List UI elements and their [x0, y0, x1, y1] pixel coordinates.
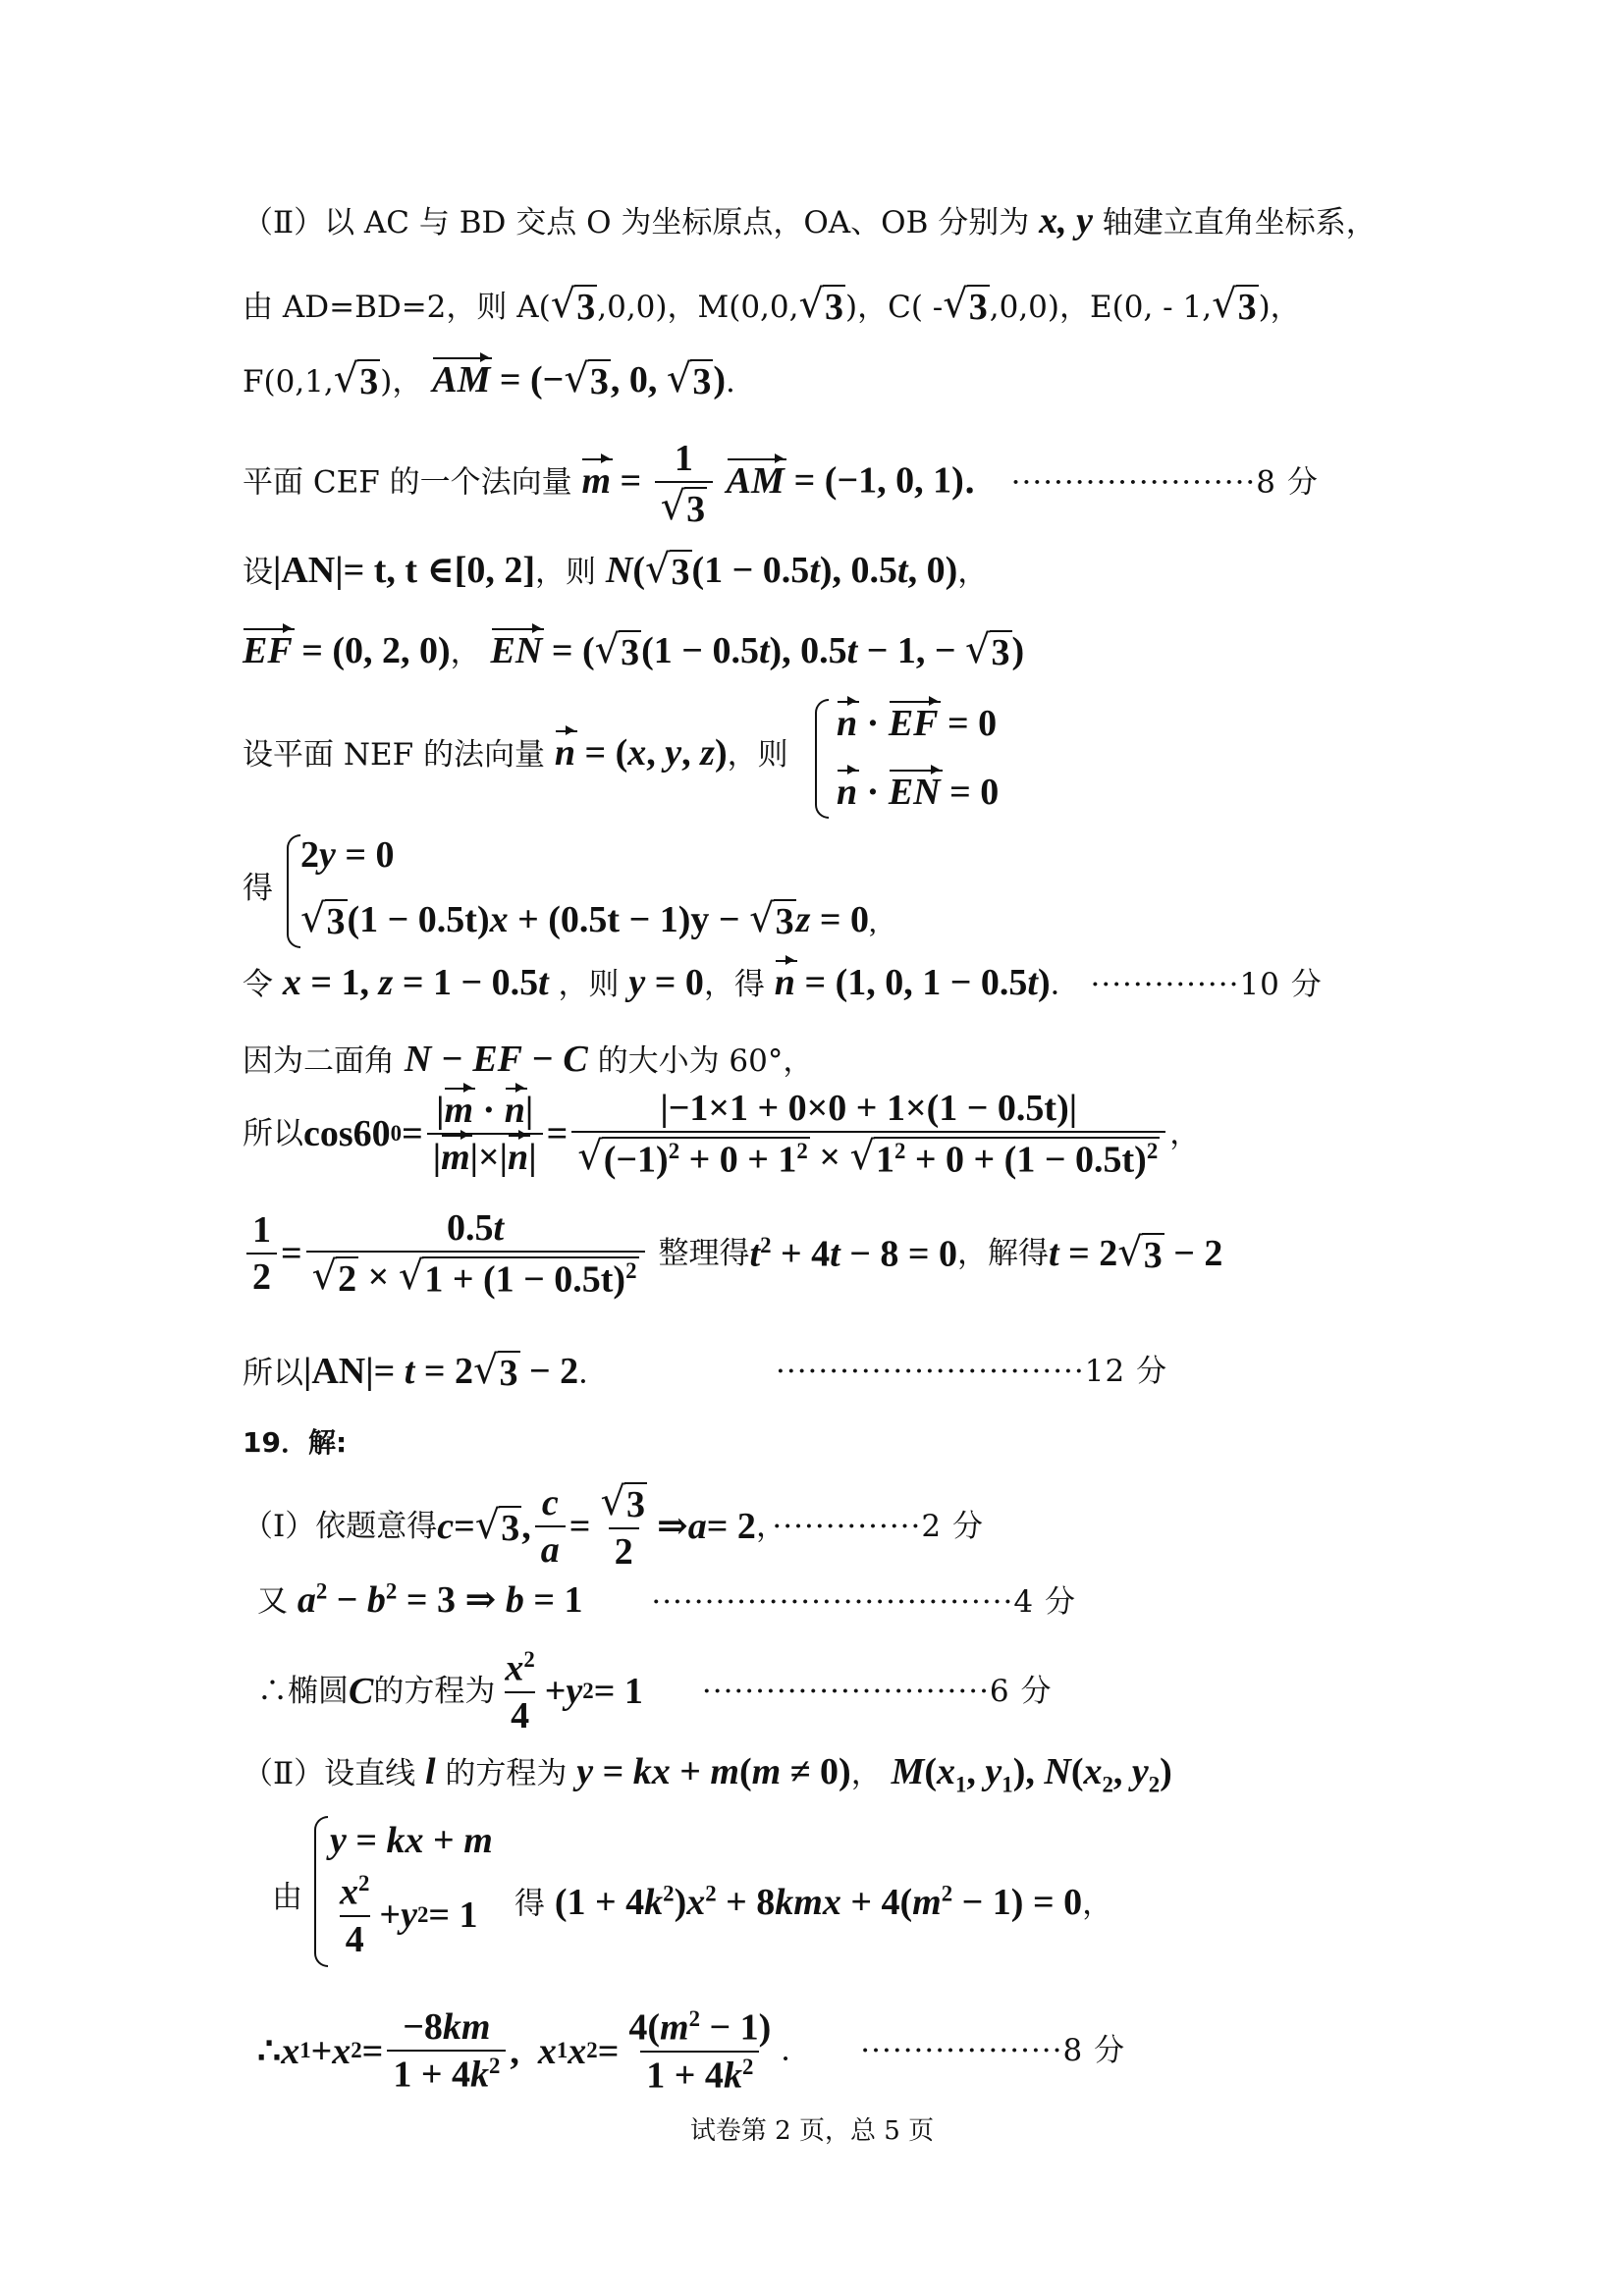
line-7 [243, 734, 788, 772]
text: （Ⅱ）设直线 [243, 1756, 416, 1791]
system-eq-1: 2y = 0 [300, 834, 395, 876]
text: 轴建立直角坐标系， [1102, 205, 1377, 240]
text: ，则 [558, 967, 620, 1002]
score-mark: ···························6 分 [701, 1673, 1053, 1709]
line-1 [243, 202, 1377, 240]
normal-n: n = (x, y, z) [554, 732, 728, 774]
sqrt3: √ 3 [798, 282, 843, 328]
line-11: 所以 cos60 0 = $\frac{|m \cdot n|}{|m|\times|n|}$ = |−1×1 + 0×0 + 1×(1 − 0.5t)| √ $(-1)^2 + 0 + 1^2$ × √ $1^2 + 0 + (1 - 0.5t)^2$ ， [243, 1088, 1201, 1181]
text: 因为二面角 [243, 1043, 395, 1079]
system-line: y = kx + m [330, 1820, 493, 1861]
score-mark: ··············10 分 [1090, 967, 1323, 1002]
text: F(0,1, [243, 364, 334, 400]
half-equation: $\frac{1}{2}$ = 0.5t √ 2 × √ $1 + (1 - 0.5t)^2$ [243, 1209, 649, 1299]
text: 所以 [243, 1115, 303, 1151]
line-16 [257, 1580, 1076, 1619]
score-mark: ，··············2 分 [755, 1508, 984, 1544]
text: 平面 CEF 的一个法向量 [243, 464, 572, 501]
math-an: |AN|= t, t ∈[0, 2] [273, 550, 536, 591]
line-12 [243, 1209, 1222, 1299]
text: ，则 [535, 555, 597, 590]
text: 的方程为 [373, 1673, 496, 1709]
normal-m: m = 1 √ 3 AM [581, 438, 785, 530]
line-13 [243, 1348, 610, 1394]
vector-am-eq: AM = (− √ 3 , 0, √ 3 ) [432, 356, 726, 402]
sqrt3: √ 3 [943, 282, 988, 328]
sqrt3: √ 3 [333, 356, 379, 402]
answer-an: |AN|= t = 2 √ 3 − 2 [303, 1348, 579, 1394]
system-2: n · EN = 0 [837, 772, 1000, 813]
math-y0: y = 0 [628, 962, 704, 1003]
line-8 [243, 871, 273, 906]
system-brace [314, 1816, 328, 1967]
ellipse-c: C [349, 1671, 374, 1713]
line-9 [243, 964, 1323, 1001]
text: 设平面 NEF 的法向量 [243, 737, 545, 773]
text: ，则 [727, 737, 788, 773]
sqrt3: √ 3 [550, 282, 596, 328]
vector-en: EN = ( √ 3 (1 − 0.5t), 0.5t − 1, − √ 3 ) [490, 627, 1025, 673]
sqrt3: √ 3 [1212, 282, 1257, 328]
line-4 [243, 440, 1319, 528]
score-mark: ···················8 分 [860, 2033, 1126, 2069]
text: ． [578, 1356, 610, 1391]
line-14 [243, 1426, 348, 1459]
line-2 [243, 282, 1301, 328]
math-let: x = 1, z = 1 − 0.5t [282, 962, 549, 1003]
text: 由 AD=BD=2，则 A( [243, 290, 551, 325]
text: )， [1258, 290, 1301, 325]
solution-t: t = 2 √ 3 − 2 [1049, 1230, 1223, 1277]
text: （Ⅰ）依题意得 [243, 1508, 438, 1544]
text: 令 [243, 967, 273, 1002]
system-brace [815, 699, 829, 819]
problem-19-heading: 19．解: [243, 1426, 348, 1459]
system-1: n · EF = 0 [837, 703, 998, 744]
text: ,0,0)，E(0, - 1, [989, 290, 1213, 325]
normal-n-value: n = (1, 0, 1 − 0.5t) [774, 962, 1051, 1003]
math-xy: x, y [1039, 200, 1093, 241]
point-n: N( √ 3 (1 − 0.5t), 0.5t, 0) [605, 547, 958, 593]
vieta: ∴ x 1 + x 2 = $\frac{-8km}{1 + 4k^2}$ , x 1 x 2 = $\frac{4(m^2 - 1)}{1 + 4k^2}$ [257, 2006, 772, 2097]
line-l: l [424, 1751, 436, 1792]
text: 设 [243, 555, 273, 590]
text: ，解得 [957, 1235, 1049, 1271]
ellipse-equation: $\frac{x^2}{4}$ + y 2 = 1 [505, 1647, 643, 1736]
text: 由 [272, 1880, 302, 1915]
system-ellipse: $\frac{x^2}{4}$ + y 2 = 1 [340, 1871, 478, 1960]
normal-m-value: = (−1, 0, 1)． [793, 459, 1001, 502]
system-eq-2: √ 3 (1 − 0.5t)x + (0.5t − 1)y − √ 3 z = 0, [300, 896, 877, 942]
text: ． [1050, 967, 1081, 1002]
text: ∴椭圆 [257, 1673, 349, 1709]
text: （Ⅱ）以 AC 与 BD 交点 O 为坐标原点，OA、OB 分别为 [243, 205, 1030, 240]
score-mark: ·······················8 分 [1010, 464, 1319, 501]
score-mark: ··································4 分 [651, 1583, 1076, 1620]
b-value: $a^2 - b^2 = 3$ ⇒ b = 1 [297, 1578, 583, 1621]
system-brace [287, 834, 300, 948]
line-equation: y = kx + m(m ≠ 0) [576, 1751, 851, 1792]
score-mark: ·····························12 分 [776, 1354, 1168, 1389]
line-19 [272, 1880, 302, 1915]
line-17 [257, 1649, 1053, 1735]
text: 又 [257, 1583, 288, 1620]
line-3: F(0,1, √ 3 )， AM = (− √ 3 , 0, √ 3 ). [243, 356, 735, 402]
text: 得 [243, 871, 273, 906]
line-19-result: 得 $(1 + 4k^2)x^2 + 8kmx + 4(m^2 - 1) = 0$， [514, 1881, 1113, 1923]
text: )，C( - [845, 290, 944, 325]
vector-ef: EF = (0, 2, 0) [243, 630, 451, 671]
points-mn: $M(x_1$, $y_1$), $N(x_2$, $y_2$) [891, 1751, 1172, 1797]
text: 的大小为 60°， [597, 1043, 814, 1079]
quadratic-x: $(1 + 4k^2)x^2 + 8kmx + 4(m^2 - 1) = 0$ [554, 1881, 1083, 1923]
cos-equation: cos60 0 = $\frac{|m \cdot n|}{|m|\times|n|}$ = |−1×1 + 0×0 + 1×(1 − 0.5t)| √ $(-1)^2 + 0 + 1^2$ × √ $1^2 + 0 + (1 - 0.5t)^2$ [303, 1090, 1169, 1179]
text: ， [450, 635, 481, 670]
line-10 [243, 1041, 813, 1078]
line-15 [243, 1479, 984, 1573]
text: )， [380, 364, 423, 400]
line-6 [243, 627, 1025, 673]
quadratic: $t^2 + 4t - 8 = 0$ [749, 1233, 957, 1275]
dihedral: N − EF − C [404, 1039, 588, 1080]
line-5: 设|AN|= t, t ∈[0, 2]，则 N( √ 3 (1 − 0.5t), 0.5t, 0)， [243, 547, 989, 593]
text: ，得 [703, 967, 765, 1002]
text: 所以 [243, 1356, 303, 1391]
text: 得 [514, 1886, 545, 1922]
line-20: ∴ x 1 + x 2 = $\frac{-8km}{1 + 4k^2}$ , x 1 x 2 = $\frac{4(m^2 - 1)}{1 + 4k^2}$ ． ···················8 分 [257, 2006, 1126, 2097]
line-18: （Ⅱ）设直线 l 的方程为 y = kx + m(m ≠ 0)， $M(x_1$, $y_1$), $N(x_2$, $y_2$) [243, 1751, 1172, 1797]
text: 的方程为 [445, 1756, 568, 1791]
page-footer: 试卷第 2 页，总 5 页 [689, 2116, 935, 2146]
text: ,0,0)，M(0,0, [597, 290, 799, 325]
eccentricity-eq: c = √ 3 , $\frac{c}{a}$ = √ 3 2 ⇒ a = 2 [437, 1479, 756, 1573]
text: 整理得 [658, 1235, 750, 1271]
